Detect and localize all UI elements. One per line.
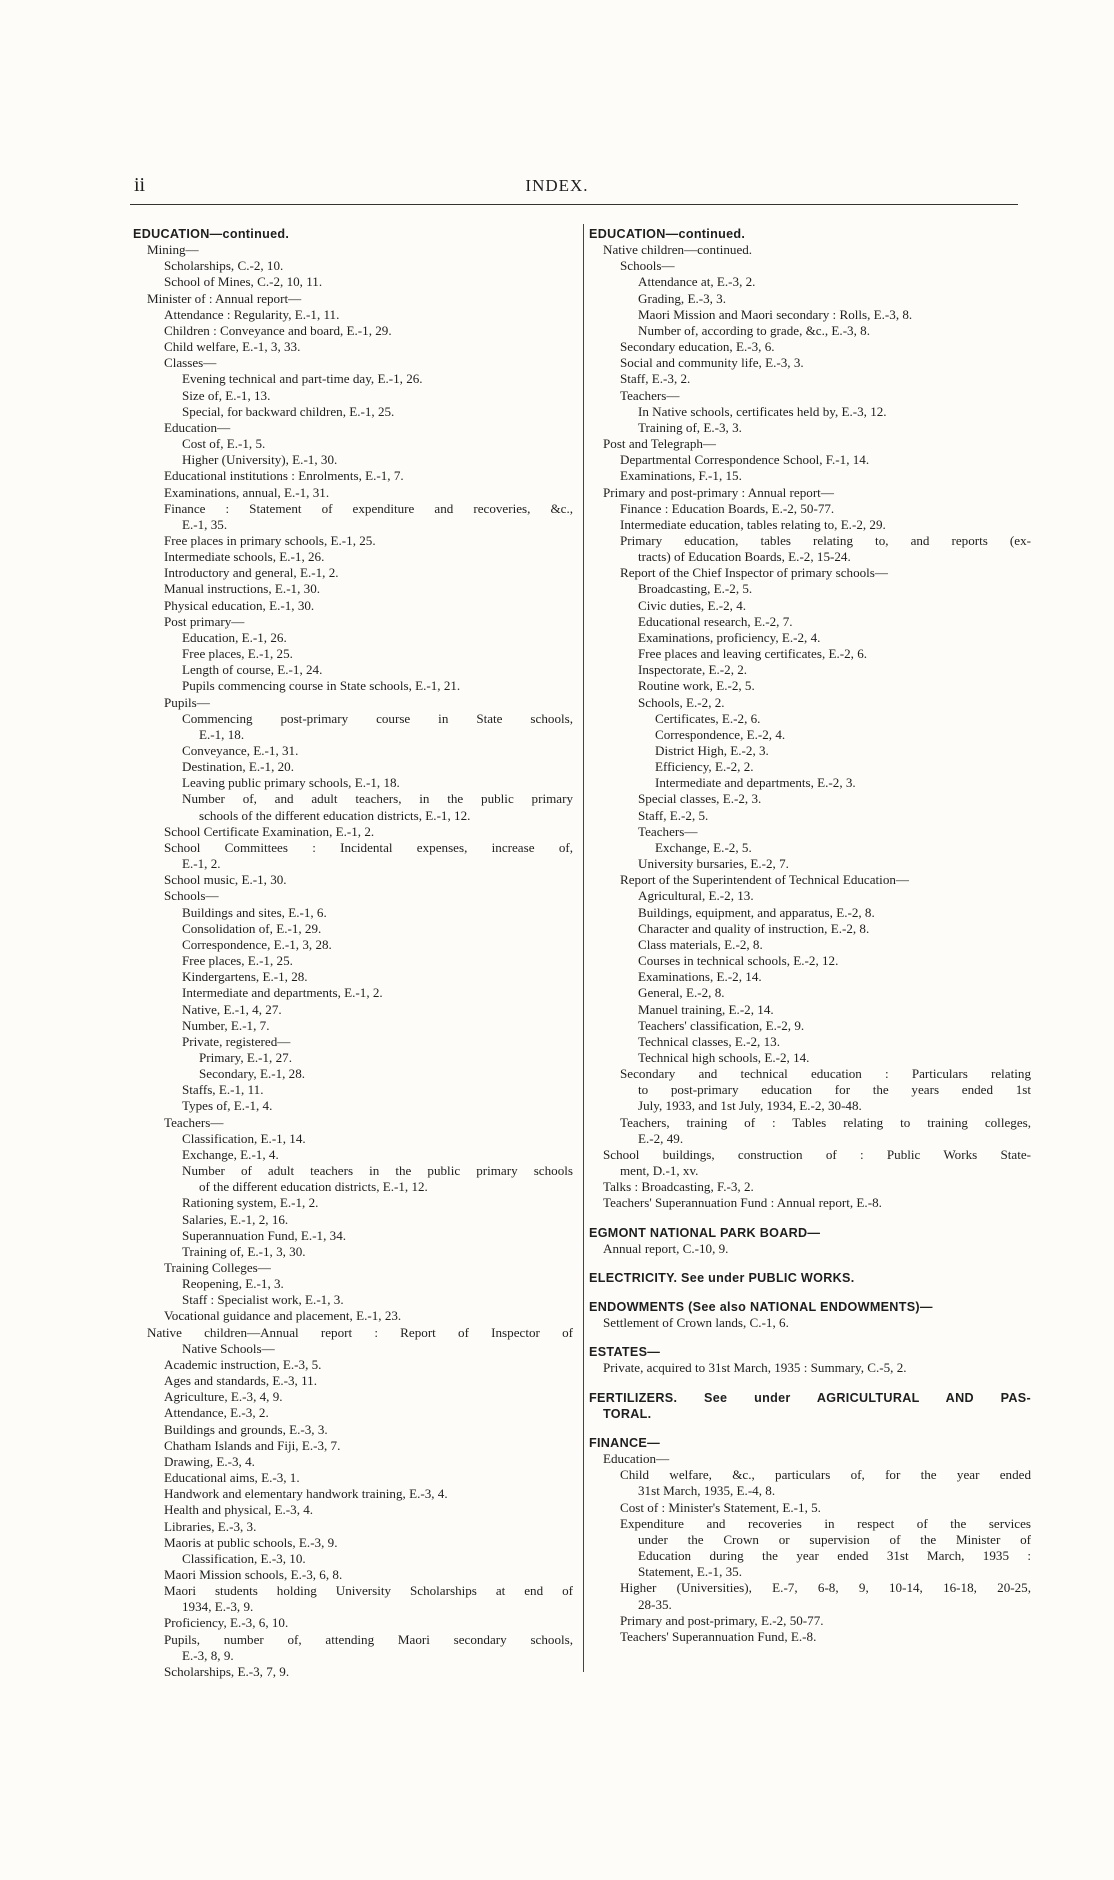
index-entry: Number, E.-1, 7. [182, 1017, 270, 1033]
index-entry: Chatham Islands and Fiji, E.-3, 7. [164, 1437, 341, 1453]
index-entry: Attendance, E.-3, 2. [164, 1405, 269, 1421]
index-entry: Higher (Universities), E.-7, 6-8, 9, 10-14, 16-18, 20-25, [620, 1580, 1031, 1596]
index-entry: Intermediate and departments, E.-1, 2. [182, 985, 383, 1001]
index-entry: Private, acquired to 31st March, 1935 : Summary, C.-5, 2. [603, 1360, 907, 1376]
index-heading: ELECTRICITY. See under PUBLIC WORKS. [589, 1270, 855, 1285]
index-entry: tracts) of Education Boards, E.-2, 15-24. [638, 549, 851, 565]
index-entry: Scholarships, C.-2, 10. [164, 258, 284, 274]
index-entry: Educational aims, E.-3, 1. [164, 1470, 300, 1486]
index-entry: Staff, E.-3, 2. [620, 371, 691, 387]
index-heading: EDUCATION—continued. [589, 227, 746, 241]
index-entry: Technical high schools, E.-2, 14. [638, 1049, 810, 1065]
index-entry: University bursaries, E.-2, 7. [638, 856, 789, 872]
index-entry: under the Crown or supervision of the Minister of [638, 1531, 1031, 1547]
index-entry: Buildings and grounds, E.-3, 3. [164, 1421, 328, 1437]
index-entry: Classification, E.-3, 10. [182, 1550, 306, 1566]
index-entry: Routine work, E.-2, 5. [638, 678, 755, 694]
index-entry: Finance : Education Boards, E.-2, 50-77. [620, 500, 835, 516]
index-entry: Number of, according to grade, &c., E.-3, 8. [638, 322, 870, 338]
index-entry: Native children—Annual report : Report of Inspector of [147, 1324, 573, 1340]
index-entry: 28-35. [638, 1596, 672, 1612]
index-entry: Special classes, E.-2, 3. [638, 791, 762, 807]
index-entry: School Certificate Examination, E.-1, 2. [164, 823, 375, 839]
index-entry: Kindergartens, E.-1, 28. [182, 969, 308, 985]
index-entry: Secondary and technical education : Particulars relating [620, 1066, 1031, 1082]
index-entry: Maoris at public schools, E.-3, 9. [164, 1534, 338, 1550]
index-entry: Examinations, F.-1, 15. [620, 468, 742, 484]
index-entry: Maori students holding University Scholarships at end of [164, 1583, 573, 1599]
index-entry: Grading, E.-3, 3. [638, 290, 726, 306]
index-entry: Types of, E.-1, 4. [182, 1098, 273, 1114]
index-entry: Native, E.-1, 4, 27. [182, 1001, 282, 1017]
index-entry: Correspondence, E.-2, 4. [655, 726, 786, 742]
index-entry: Agricultural, E.-2, 13. [638, 888, 754, 904]
index-entry: School music, E.-1, 30. [164, 872, 287, 888]
index-entry: Handwork and elementary handwork training, E.-3, 4. [164, 1486, 448, 1502]
index-entry: Educational research, E.-2, 7. [638, 613, 793, 629]
index-entry: Number of, and adult teachers, in the public primary [182, 791, 573, 807]
index-entry: Pupils— [164, 694, 210, 710]
index-entry: Child welfare, &c., particulars of, for the year ended [620, 1467, 1031, 1483]
index-entry: E.-2, 49. [638, 1130, 684, 1146]
index-entry: School of Mines, C.-2, 10, 11. [164, 274, 323, 290]
index-entry: Annual report, C.-10, 9. [603, 1240, 729, 1256]
index-entry: Examinations, proficiency, E.-2, 4. [638, 629, 821, 645]
index-entry: Teachers— [638, 823, 698, 839]
index-entry: Departmental Correspondence School, F.-1, 14. [620, 452, 870, 468]
index-entry: Buildings and sites, E.-1, 6. [182, 904, 327, 920]
index-entry: Cost of : Minister's Statement, E.-1, 5. [620, 1499, 821, 1515]
index-entry: Secondary education, E.-3, 6. [620, 339, 775, 355]
index-entry: Manuel training, E.-2, 14. [638, 1001, 774, 1017]
index-entry: School Committees : Incidental expenses, increase of, [164, 839, 573, 855]
index-entry: E.-1, 18. [199, 726, 245, 742]
index-entry: Proficiency, E.-3, 6, 10. [164, 1615, 289, 1631]
index-entry: Academic instruction, E.-3, 5. [164, 1356, 322, 1372]
index-entry: Efficiency, E.-2, 2. [655, 759, 754, 775]
index-entry: Pupils commencing course in State schools, E.-1, 21. [182, 678, 461, 694]
index-entry: Free places in primary schools, E.-1, 25. [164, 532, 376, 548]
index-entry: Certificates, E.-2, 6. [655, 710, 761, 726]
index-heading: ESTATES— [589, 1345, 661, 1360]
index-entry: Intermediate education, tables relating to, E.-2, 29. [620, 516, 886, 532]
index-heading: ENDOWMENTS (See also NATIONAL ENDOWMENTS)— [589, 1300, 933, 1314]
index-heading: FERTILIZERS. See under AGRICULTURAL AND PAS- [589, 1390, 1031, 1405]
index-entry: Broadcasting, E.-2, 5. [638, 581, 753, 597]
index-entry: Training of, E.-1, 3, 30. [182, 1243, 306, 1259]
index-entry: Schools, E.-2, 2. [638, 694, 725, 710]
index-entry: Staff : Specialist work, E.-1, 3. [182, 1292, 344, 1308]
index-entry: Primary and post-primary, E.-2, 50-77. [620, 1612, 824, 1628]
index-entry: Intermediate schools, E.-1, 26. [164, 549, 325, 565]
index-entry: Classification, E.-1, 14. [182, 1130, 306, 1146]
index-entry: Child welfare, E.-1, 3, 33. [164, 339, 301, 355]
index-entry: Consolidation of, E.-1, 29. [182, 920, 322, 936]
index-entry: Manual instructions, E.-1, 30. [164, 581, 321, 597]
index-entry: Drawing, E.-3, 4. [164, 1453, 255, 1469]
index-entry: Education, E.-1, 26. [182, 629, 287, 645]
index-entry: Attendance at, E.-3, 2. [638, 274, 756, 290]
index-entry: Health and physical, E.-3, 4. [164, 1502, 314, 1518]
index-entry: Ages and standards, E.-3, 11. [164, 1373, 317, 1389]
index-entry: to post-primary education for the years ended 1st [638, 1082, 1031, 1098]
index-entry: Character and quality of instruction, E.-2, 8. [638, 920, 870, 936]
index-entry: Reopening, E.-1, 3. [182, 1276, 284, 1292]
index-entry: Post primary— [164, 613, 245, 629]
index-entry: Length of course, E.-1, 24. [182, 662, 323, 678]
index-entry: Native children—continued. [603, 242, 753, 258]
page-number: ii [134, 174, 146, 196]
index-entry: Technical classes, E.-2, 13. [638, 1033, 780, 1049]
index-entry: Mining— [147, 242, 199, 258]
index-entry: Destination, E.-1, 20. [182, 759, 295, 775]
index-entry: Teachers' Superannuation Fund : Annual report, E.-8. [603, 1195, 882, 1211]
index-entry: Commencing post-primary course in State schools, [182, 710, 573, 726]
index-entry: Courses in technical schools, E.-2, 12. [638, 953, 839, 969]
index-entry: Primary, E.-1, 27. [199, 1049, 292, 1065]
index-entry: District High, E.-2, 3. [655, 743, 769, 758]
index-entry: Social and community life, E.-3, 3. [620, 355, 804, 371]
header-rule [130, 204, 1018, 205]
index-entry: Native Schools— [182, 1340, 275, 1356]
index-entry: Inspectorate, E.-2, 2. [638, 662, 748, 678]
index-entry: Conveyance, E.-1, 31. [182, 743, 299, 758]
index-entry: Size of, E.-1, 13. [182, 387, 271, 403]
index-heading: EGMONT NATIONAL PARK BOARD— [589, 1225, 821, 1240]
index-entry: Teachers— [164, 1114, 224, 1130]
index-entry: Pupils, number of, attending Maori secondary schools, [164, 1631, 573, 1647]
index-entry: Classes— [164, 355, 217, 371]
index-entry: Vocational guidance and placement, E.-1, 23. [164, 1308, 402, 1324]
index-entry: 1934, E.-3, 9. [182, 1599, 254, 1615]
index-entry: Intermediate and departments, E.-2, 3. [655, 775, 856, 791]
index-entry: Examinations, E.-2, 14. [638, 969, 762, 985]
index-column-left [133, 226, 573, 1680]
index-entry: Cost of, E.-1, 5. [182, 436, 266, 452]
index-heading: EDUCATION—continued. [133, 227, 290, 241]
index-entry: E.-1, 35. [182, 516, 228, 532]
index-entry: Civic duties, E.-2, 4. [638, 597, 747, 613]
index-entry: ment, D.-1, xv. [620, 1163, 699, 1179]
index-entry: 31st March, 1935, E.-4, 8. [638, 1483, 776, 1499]
index-entry: School buildings, construction of : Public Works State- [603, 1146, 1031, 1162]
index-entry: Exchange, E.-1, 4. [182, 1146, 279, 1162]
page-title: INDEX. [525, 176, 589, 195]
index-entry: Report of the Chief Inspector of primary schools— [620, 565, 888, 581]
index-entry: Libraries, E.-3, 3. [164, 1518, 257, 1534]
index-entry: E.-3, 8, 9. [182, 1647, 234, 1663]
index-entry: Primary education, tables relating to, and reports (ex- [620, 532, 1031, 548]
index-entry: Free places, E.-1, 25. [182, 953, 293, 969]
index-entry: Post and Telegraph— [603, 436, 717, 452]
index-entry: Staff, E.-2, 5. [638, 807, 709, 823]
index-entry: Secondary, E.-1, 28. [199, 1066, 306, 1082]
index-entry: In Native schools, certificates held by, E.-3, 12. [638, 403, 887, 419]
index-entry: of the different education districts, E.-1, 12. [199, 1179, 428, 1195]
index-entry: Staffs, E.-1, 11. [182, 1082, 264, 1098]
index-entry: Teachers' Superannuation Fund, E.-8. [620, 1628, 817, 1644]
index-entry: Free places and leaving certificates, E.-2, 6. [638, 646, 868, 662]
index-entry: Private, registered— [182, 1033, 291, 1049]
index-entry: Teachers— [620, 387, 680, 403]
index-entry: Teachers, training of : Tables relating to training colleges, [620, 1114, 1031, 1130]
index-entry: Report of the Superintendent of Technical Education— [620, 872, 910, 888]
index-entry: Special, for backward children, E.-1, 25. [182, 403, 395, 419]
index-entry: Finance : Statement of expenditure and recoveries, &c., [164, 500, 573, 516]
index-entry: Scholarships, E.-3, 7, 9. [164, 1663, 290, 1679]
index-entry: Education— [603, 1451, 670, 1467]
index-entry: Leaving public primary schools, E.-1, 18. [182, 775, 400, 791]
index-entry: Talks : Broadcasting, F.-3, 2. [603, 1179, 754, 1195]
index-entry: Introductory and general, E.-1, 2. [164, 565, 339, 581]
index-entry: Schools— [620, 258, 675, 274]
index-entry: Training of, E.-3, 3. [638, 419, 742, 435]
index-column-right [589, 226, 1031, 1645]
index-entry: TORAL. [603, 1406, 652, 1421]
index-entry: Training Colleges— [164, 1260, 271, 1275]
index-entry: Expenditure and recoveries in respect of the services [620, 1515, 1031, 1531]
index-entry: Free places, E.-1, 25. [182, 646, 293, 662]
index-entry: Salaries, E.-1, 2, 16. [182, 1211, 289, 1227]
index-entry: General, E.-2, 8. [638, 985, 725, 1001]
index-entry: Maori Mission and Maori secondary : Rolls, E.-3, 8. [638, 306, 913, 322]
index-entry: Maori Mission schools, E.-3, 6, 8. [164, 1566, 343, 1582]
index-entry: Evening technical and part-time day, E.-1, 26. [182, 371, 423, 387]
index-entry: Higher (University), E.-1, 30. [182, 452, 338, 468]
index-entry: Examinations, annual, E.-1, 31. [164, 484, 330, 500]
index-heading: FINANCE— [589, 1435, 660, 1450]
index-entry: Correspondence, E.-1, 3, 28. [182, 936, 332, 952]
index-entry: Settlement of Crown lands, C.-1, 6. [603, 1315, 789, 1331]
index-entry: Educational institutions : Enrolments, E.-1, 7. [164, 468, 404, 484]
index-entry: Number of adult teachers in the public primary schools [182, 1163, 573, 1179]
index-entry: Attendance : Regularity, E.-1, 11. [164, 306, 340, 322]
index-entry: E.-1, 2. [182, 856, 221, 872]
index-entry: Primary and post-primary : Annual report— [603, 484, 834, 500]
index-entry: Schools— [164, 888, 219, 904]
index-entry: Exchange, E.-2, 5. [655, 839, 752, 855]
index-entry: Buildings, equipment, and apparatus, E.-2, 8. [638, 904, 875, 920]
index-entry: Children : Conveyance and board, E.-1, 29. [164, 322, 392, 338]
index-entry: Statement, E.-1, 35. [638, 1564, 743, 1580]
column-divider [583, 224, 584, 1672]
index-entry: Rationing system, E.-1, 2. [182, 1195, 319, 1211]
index-entry: July, 1933, and 1st July, 1934, E.-2, 30-48. [638, 1098, 862, 1114]
index-entry: Education— [164, 419, 231, 435]
index-entry: Agriculture, E.-3, 4, 9. [164, 1389, 283, 1405]
index-entry: Class materials, E.-2, 8. [638, 936, 763, 952]
index-entry: schools of the different education districts, E.-1, 12. [199, 807, 471, 823]
index-entry: Superannuation Fund, E.-1, 34. [182, 1227, 347, 1243]
index-entry: Teachers' classification, E.-2, 9. [638, 1017, 805, 1033]
index-entry: Minister of : Annual report— [147, 290, 302, 306]
index-entry: Physical education, E.-1, 30. [164, 597, 315, 613]
index-entry: Education during the year ended 31st March, 1935 : [638, 1548, 1031, 1564]
